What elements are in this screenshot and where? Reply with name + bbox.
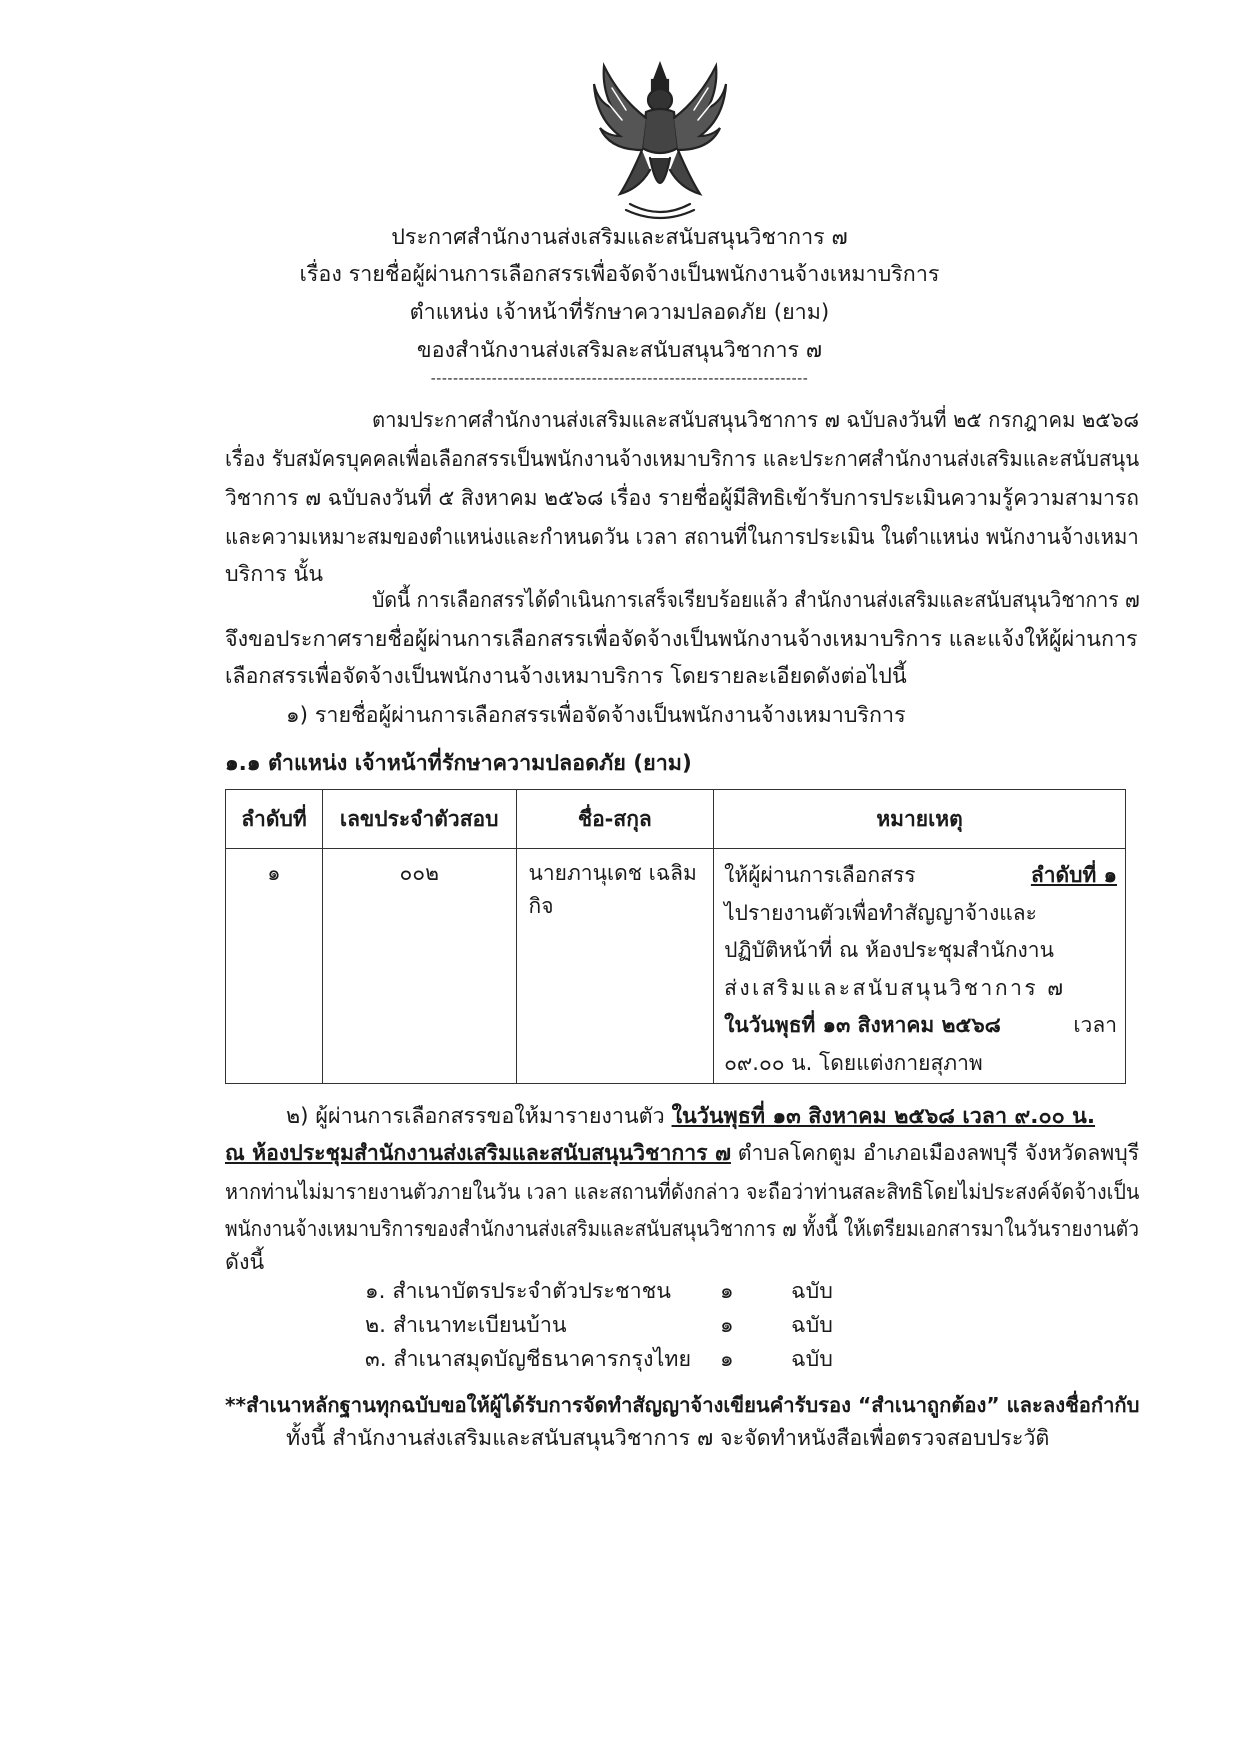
document-unit: ฉบับ [791,1313,833,1338]
header-line-4: ของสำนักงานส่งเสริมละสนับสนุนวิชาการ ๗ [416,338,823,363]
paragraph-2-line-2: จึงขอประกาศรายชื่อผู้ผ่านการเลือกสรรเพื่อจัดจ้างเป็นพนักงานจ้างเหมาบริการ และแจ้งให้ผู้ผ่านการ [225,627,1138,652]
remark-line-6: ๐๙.๐๐ น. โดยแต่งกายสุภาพ [724,1050,983,1075]
section-2-date-emphasis: ในวันพุธที่ ๑๓ สิงหาคม ๒๕๖๘ เวลา ๙.๐๐ น. [671,1104,1096,1129]
paragraph-1-line-3: วิชาการ ๗ ฉบับลงวันที่ ๕ สิงหาคม ๒๕๖๘ เรื่อง รายชื่อผู้มีสิทธิเข้ารับการประเมินความรู้ความสามารถ [225,486,1139,511]
remark-text-1a: ให้ผู้ผ่านการเลือกสรร [724,863,916,887]
remark-line-3: ปฏิบัติหน้าที่ ณ ห้องประชุมสำนักงาน [724,938,1054,962]
header-exam-id: เลขประจำตัวสอบ [322,790,516,849]
section-2-line-2 [225,1137,1139,1171]
document-unit: ฉบับ [791,1347,833,1372]
remark-line-2: ไปรายงานตัวเพื่อทำสัญญาจ้างและ [724,900,1037,925]
section-2-line-3: หากท่านไม่มารายงานตัวภายในวัน เวลา และสถานที่ดังกล่าว จะถือว่าท่านสละสิทธิโดยไม่ประสงค์จัดจ้างเป็น [225,1180,1140,1205]
cell-order: ๑ [226,849,323,1084]
closing-line: ทั้งนี้ สำนักงานส่งเสริมและสนับสนุนวิชาการ ๗ จะจัดทำหนังสือเพื่อตรวจสอบประวัติ [286,1426,1050,1451]
section-2-line-1 [286,1100,1095,1134]
section-1-subheading: ๑.๑ ตำแหน่ง เจ้าหน้าที่รักษาความปลอดภัย (ยาม) [225,751,692,776]
header-line-3: ตำแหน่ง เจ้าหน้าที่รักษาความปลอดภัย (ยาม) [409,300,830,325]
table-row [226,849,1126,1084]
garuda-emblem [590,58,730,220]
section-2-line-5: ดังนี้ [225,1250,265,1275]
section-2-line-4: พนักงานจ้างเหมาบริการของสำนักงานส่งเสริมและสนับสนุนวิชาการ ๗ ทั้งนี้ ให้เตรียมเอกสารมาในวันรายงานตัว [225,1217,1139,1242]
header-remark: หมายเหตุ [714,790,1126,849]
certification-note: **สำเนาหลักฐานทุกฉบับขอให้ผู้ได้รับการจัดทำสัญญาจ้างเขียนคำรับรอง “สำเนาถูกต้อง” และลงชื่อกำกับ [225,1393,1140,1417]
remark-line-1 [724,857,1117,895]
cell-remark [714,849,1126,1084]
header-line-2: เรื่อง รายชื่อผู้ผ่านการเลือกสรรเพื่อจัดจ้างเป็นพนักงานจ้างเหมาบริการ [299,262,940,287]
section-2-venue-emphasis: ณ ห้องประชุมสำนักงานส่งเสริมและสนับสนุนวิชาการ ๗ [225,1141,731,1166]
remark-text-5b: เวลา [1073,1013,1117,1037]
paragraph-2-line-1: บัดนี้ การเลือกสรรได้ดำเนินการเสร็จเรียบร้อยแล้ว สำนักงานส่งเสริมและสนับสนุนวิชาการ ๗ [372,588,1140,613]
paragraph-1-line-2: เรื่อง รับสมัครบุคคลเพื่อเลือกสรรเป็นพนักงานจ้างเหมาบริการ และประกาศสำนักงานส่งเสริมและสนับสนุน [225,447,1140,472]
table-header-row [226,790,1126,849]
paragraph-1-line-5: บริการ นั้น [225,562,324,587]
section-2-text-2b: ตำบลโคกตูม อำเภอเมืองลพบุรี จังหวัดลพบุรี [730,1141,1140,1166]
document-qty: ๑ [720,1313,734,1338]
paragraph-2-line-3: เลือกสรรเพื่อจัดจ้างเป็นพนักงานจ้างเหมาบริการ โดยรายละเอียดดังต่อไปนี้ [225,664,907,689]
header-name: ชื่อ-สกุล [516,790,714,849]
document-name: ๒. สำเนาทะเบียนบ้าน [365,1313,567,1338]
document-qty: ๑ [720,1347,734,1372]
remark-date-emphasis: ในวันพุธที่ ๑๓ สิงหาคม ๒๕๖๘ [724,1013,1001,1037]
paragraph-1-line-1: ตามประกาศสำนักงานส่งเสริมและสนับสนุนวิชาการ ๗ ฉบับลงวันที่ ๒๕ กรกฎาคม ๒๕๖๘ [372,408,1140,433]
cell-exam-id: ๐๐๒ [322,849,516,1084]
cell-name: นายภานุเดช เฉลิมกิจ [516,849,714,1084]
document-qty: ๑ [720,1279,734,1304]
header-order: ลำดับที่ [226,790,323,849]
document-name: ๑. สำเนาบัตรประจำตัวประชาชน [365,1279,671,1304]
header-divider: -------------------------------------------------------------------- [430,371,809,387]
results-table [225,789,1126,1084]
document-unit: ฉบับ [791,1279,833,1304]
document-name: ๓. สำเนาสมุดบัญชีธนาคารกรุงไทย [365,1347,692,1372]
remark-order-emphasis: ลำดับที่ ๑ [1030,863,1117,887]
section-1-heading: ๑) รายชื่อผู้ผ่านการเลือกสรรเพื่อจัดจ้างเป็นพนักงานจ้างเหมาบริการ [286,703,906,728]
section-2-text-1a: ๒) ผู้ผ่านการเลือกสรรขอให้มารายงานตัว [286,1104,672,1129]
header-line-1: ประกาศสำนักงานส่งเสริมและสนับสนุนวิชาการ ๗ [391,225,848,250]
paragraph-1-line-4: และความเหมาะสมของตำแหน่งและกำหนดวัน เวลา สถานที่ในการประเมิน ในตำแหน่ง พนักงานจ้างเหมา [225,525,1139,550]
remark-line-5 [724,1007,1117,1045]
remark-line-4: ส่งเสริมและสนับสนุนวิชาการ ๗ [724,975,1066,1000]
